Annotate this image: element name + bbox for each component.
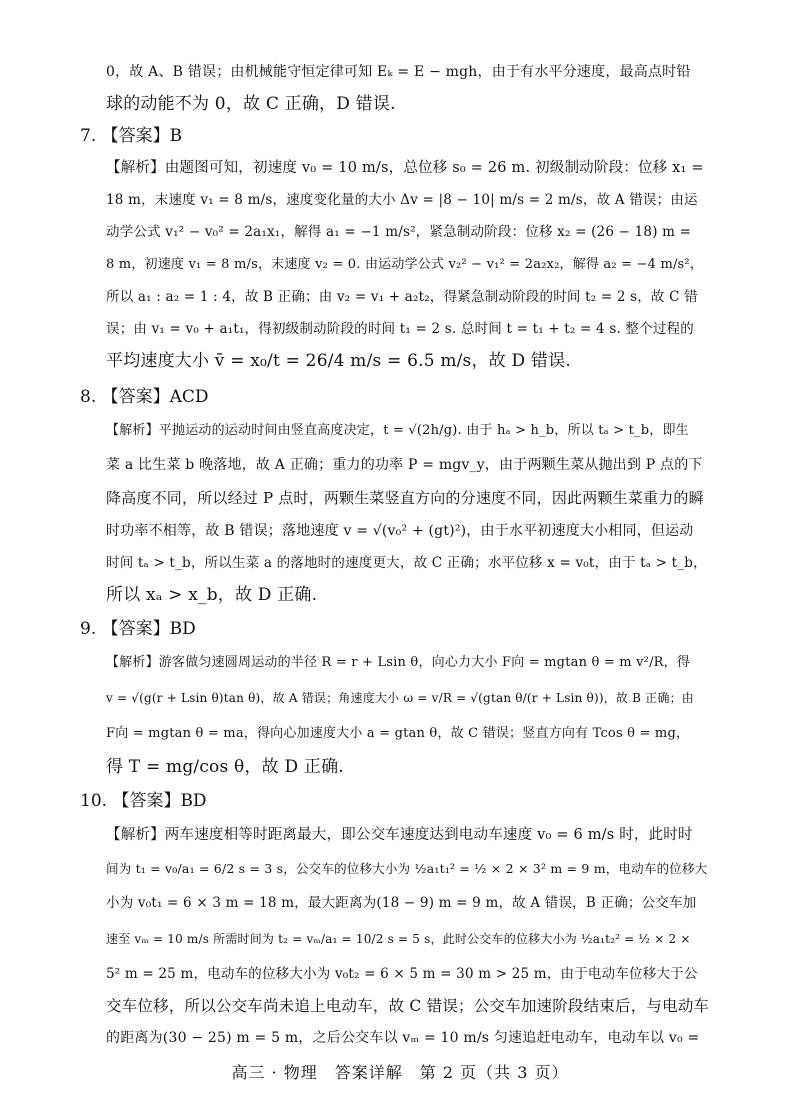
text-line: 动学公式 v₁² − v₀² = 2a₁x₁，解得 a₁ = −1 m/s²，紧急制动阶段：位移 x₂ = (26 − 18) m = [106,224,692,240]
text-line: F向 = mgtan θ = ma，得向心加速度大小 a = gtan θ，故 C 错误；竖直方向有 Tcos θ = mg， [106,726,690,741]
text-line: 18 m，末速度 v₁ = 8 m/s，速度变化量的大小 Δv = |8 − 10| m/s = 2 m/s，故 A 错误；由运 [106,192,698,208]
text-line: 降高度不同，所以经过 P 点时，两颗生菜竖直方向的分速度不同，因此两颗生菜重力的瞬 [106,489,704,507]
text-line: 【解析】平抛运动的运动时间由竖直高度决定，t = √(2h/g). 由于 hₐ > h_b，所以 tₐ > t_b，即生 [106,423,689,438]
text-line: 球的动能不为 0，故 C 正确，D 错误. [106,94,396,114]
text-line: 8 m，初速度 v₁ = 8 m/s，末速度 v₂ = 0. 由运动学公式 v₂² − v₁² = 2a₂x₂，解得 a₂ = −4 m/s²， [106,257,704,272]
page-footer: 高三 · 物理 答案详解 第 2 页（共 3 页） [231,1063,569,1082]
text-line: 0，故 A、B 错误；由机械能守恒定律可知 Eₖ = E − mgh，由于有水平分速度，最高点时铅 [106,64,691,80]
text-line: 5² m = 25 m，电动车的位移大小为 v₀t₂ = 6 × 5 m = 30 m > 25 m，由于电动车位移大于公 [106,966,698,982]
text-line: 交车位移，所以公交车尚未追上电动车，故 C 错误；公交车加速阶段结束后，与电动车 [106,997,710,1015]
text-line: 误；由 v₁ = v₀ + a₁t₁，得初级制动阶段的时间 t₁ = 2 s. 总时间 t = t₁ + t₂ = 4 s. 整个过程的 [106,321,694,337]
text-line: 时间 tₐ > t_b，所以生菜 a 的落地时的速度更大，故 C 正确；水平位移 x = v₀t，由于 tₐ > t_b， [106,555,707,571]
text-line: 速至 vₘ = 10 m/s 所需时间为 t₂ = vₘ/a₁ = 10/2 s = 5 s，此时公交车的位移大小为 ½a₁t₂² = ½ × 2 × [106,932,691,946]
text-line: 【解析】由题图可知，初速度 v₀ = 10 m/s，总位移 s₀ = 26 m. 初级制动阶段：位移 x₁ = [106,160,704,176]
text-line: 菜 a 比生菜 b 晚落地，故 A 正确；重力的功率 P = mgv_y，由于两颗生菜从抛出到 P 点的下 [106,457,703,473]
text-line: 的距离为(30 − 25) m = 5 m，之后公交车以 vₘ = 10 m/s 匀速追赶电动车，电动车以 v₀ = [106,1030,700,1046]
text-line: 时功率不相等，故 B 错误；落地速度 v = √(v₀² + (gt)²)，由于水平初速度大小相同，但运动 [106,523,694,539]
question-answer-heading: 7. 【答案】B [80,126,183,146]
text-line: 【解析】游客做匀速圆周运动的半径 R = r + Lsin θ，向心力大小 F向 = mgtan θ = m v²/R，得 [106,655,691,670]
text-line: 平均速度大小 v̄ = x₀/t = 26/4 m/s = 6.5 m/s，故 D 错误. [106,351,571,371]
text-line: 间为 t₁ = v₀/a₁ = 6/2 s = 3 s，公交车的位移大小为 ½a₁t₁² = ½ × 2 × 3² m = 9 m，电动车的位移大 [106,861,708,876]
text-line: 得 T = mg/cos θ，故 D 正确. [106,757,344,777]
text-line: v = √(g(r + Lsin θ)tan θ)，故 A 错误；角速度大小 ω = v/R = √(gtan θ/(r + Lsin θ))，故 B 正确；由 [106,691,694,705]
question-answer-heading: 9. 【答案】BD [80,619,196,639]
text-line: 小为 v₀t₁ = 6 × 3 m = 18 m，最大距离为(18 − 9) m = 9 m，故 A 错误，B 正确；公交车加 [106,895,697,911]
question-answer-heading: 10. 【答案】BD [80,791,207,811]
question-answer-heading: 8. 【答案】ACD [80,387,209,407]
text-line: 所以 xₐ > x_b，故 D 正确. [106,585,318,605]
text-line: 所以 a₁ : a₂ = 1 : 4，故 B 正确；由 v₂ = v₁ + a₂t₂，得紧急制动阶段的时间 t₂ = 2 s，故 C 错 [106,289,698,305]
text-line: 【解析】两车速度相等时距离最大，即公交车速度达到电动车速度 v₀ = 6 m/s 时，此时时 [106,827,693,843]
